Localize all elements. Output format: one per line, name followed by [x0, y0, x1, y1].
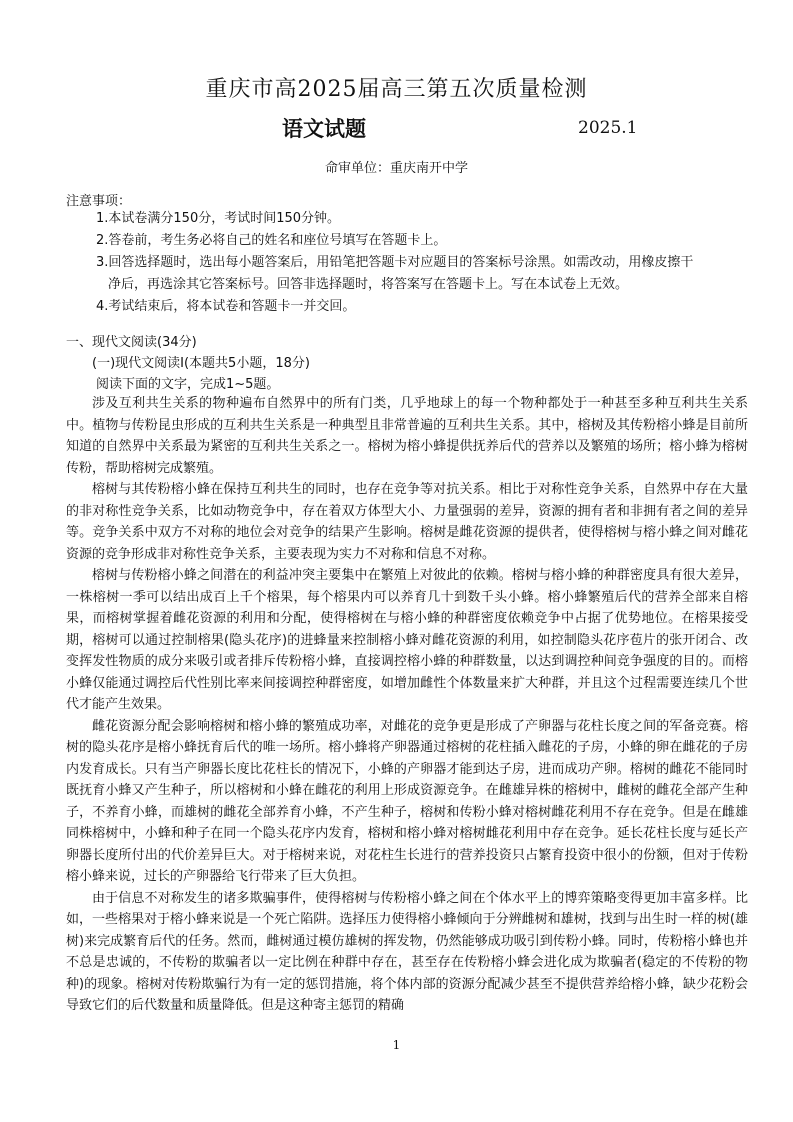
- passage-paragraph: 由于信息不对称发生的诸多欺骗事件，使得榕树与传粉榕小蜂之间在个体水平上的博弈策略变得更加丰富多样。比如，一些榕果对于榕小蜂来说是一个死亡陷阱。选择压力使得榕小蜂倾向于分辨雌树和雄树，找到与出生时一样的树(雄树)来完成繁育后代的任务。然而，雌树通过模仿雄树的挥发物，仍然能够成功吸引到传粉小蜂。同时，传粉榕小蜂也并不总是忠诚的，不传粉的欺骗者以一定比例在种群中存在，甚至存在传粉榕小蜂会进化成为欺骗者(稳定的不传粉的物种)的现象。榕树对传粉欺骗行为有一定的惩罚措施，将个体内部的资源分配减少甚至不提供营养给榕小蜂，缺少花粉会导致它们的后代数量和质量降低。但是这种寄主惩罚的精确: [66, 890, 748, 1013]
- note-item: 1.本试卷满分150分，考试时间150分钟。: [96, 211, 341, 226]
- setter-unit: 命审单位：重庆南开中学: [324, 161, 468, 176]
- section-heading: 一、现代文阅读(34分): [66, 335, 197, 350]
- exam-date: 2025.1: [578, 118, 638, 138]
- subsection-heading: (一)现代文阅读Ⅰ(本题共5小题，18分): [92, 356, 310, 371]
- note-item: 4.考试结束后，将本试卷和答题卡一并交回。: [96, 299, 356, 314]
- note-item: 3.回答选择题时，选出每小题答案后，用铅笔把答题卡对应题目的答案标号涂黑。如需改动，用橡皮擦干: [96, 255, 694, 270]
- notes-heading: 注意事项：: [66, 194, 132, 209]
- passage-paragraph: 涉及互利共生关系的物种遍布自然界中的所有门类，几乎地球上的每一个物种都处于一种甚至多种互利共生关系中。植物与传粉昆虫形成的互利共生关系是一种典型且非常普遍的互利共生关系。其中，榕树及其传粉榕小蜂是目前所知道的自然界中关系最为紧密的互利共生关系之一。榕树为榕小蜂提供抚养后代的营养以及繁殖的场所；榕小蜂为榕树传粉，帮助榕树完成繁殖。: [66, 396, 748, 476]
- note-item-continuation: 净后，再选涂其它答案标号。回答非选择题时，将答案写在答题卡上。写在本试卷上无效。: [108, 277, 629, 292]
- reading-instruction: 阅读下面的文字，完成1~5题。: [96, 377, 280, 392]
- subject-title: 语文试题: [282, 117, 366, 141]
- passage-paragraph: 榕树与传粉榕小蜂之间潜在的利益冲突主要集中在繁殖上对彼此的依赖。榕树与榕小蜂的种群密度具有很大差异，一株榕树一季可以结出成百上千个榕果，每个榕果内可以养育几十到数千头小蜂。榕小蜂繁殖后代的营养全部来自榕果，而榕树掌握着雌花资源的利用和分配，使得榕树在与榕小蜂的种群密度依赖竞争中占据了优势地位。在榕果接受期，榕树可以通过控制榕果(隐头花序)的进蜂量来控制榕小蜂对雌花资源的利用，如控制隐头花序苞片的张开闭合、改变挥发性物质的成分来吸引或者排斥传粉榕小蜂，直接调控榕小蜂的种群数量，以达到调控种间竞争强度的目的。而榕小蜂仅能通过调控后代性别比率来间接调控种群密度，如增加雌性个体数量来扩大种群，并且这个过程需要连续几个世代才能产生效果。: [66, 568, 748, 712]
- reading-passage: [66, 393, 748, 1017]
- passage-paragraph: 榕树与其传粉榕小蜂在保持互利共生的同时，也存在竞争等对抗关系。相比于对称性竞争关系，自然界中存在大量的非对称性竞争关系，比如动物竞争中，存在着双方体型大小、力量强弱的差异，资源的拥有者和非拥有者之间的差异等。竞争关系中双方不对称的地位会对竞争的结果产生影响。榕树是雌花资源的提供者，使得榕树与榕小蜂之间对雌花资源的竞争形成非对称性竞争关系，主要表现为实力不对称和信息不对称。: [66, 482, 748, 562]
- exam-title: 重庆市高2025届高三第五次质量检测: [205, 77, 588, 102]
- page-number: 1: [392, 1038, 401, 1052]
- passage-paragraph: 雌花资源分配会影响榕树和榕小蜂的繁殖成功率，对雌花的竞争更是形成了产卵器与花柱长度之间的军备竞赛。榕树的隐头花序是榕小蜂抚育后代的唯一场所。榕小蜂将产卵器通过榕树的花柱插入雌花的子房，小蜂的卵在雌花的子房内发育成长。只有当产卵器长度比花柱长的情况下，小蜂的产卵器才能到达子房，进而成功产卵。榕树的雌花不能同时既抚育小蜂又产生种子，所以榕树和小蜂在雌花的利用上形成资源竞争。在雌雄异株的榕树中，雌树的雌花全部产生种子，不养育小蜂，而雄树的雌花全部养育小蜂，不产生种子，榕树和传粉小蜂对榕树雌花利用不存在竞争。但是在雌雄同株榕树中，小蜂和种子在同一个隐头花序内发育，榕树和榕小蜂对榕树雌花利用中存在竞争。延长花柱长度与延长产卵器长度所付出的代价差异巨大。对于榕树来说，对花柱生长进行的营养投资只占繁育投资中很小的份额，但对于传粉榕小蜂来说，过长的产卵器给飞行带来了巨大负担。: [66, 718, 748, 884]
- note-item: 2.答卷前，考生务必将自己的姓名和座位号填写在答题卡上。: [96, 233, 447, 248]
